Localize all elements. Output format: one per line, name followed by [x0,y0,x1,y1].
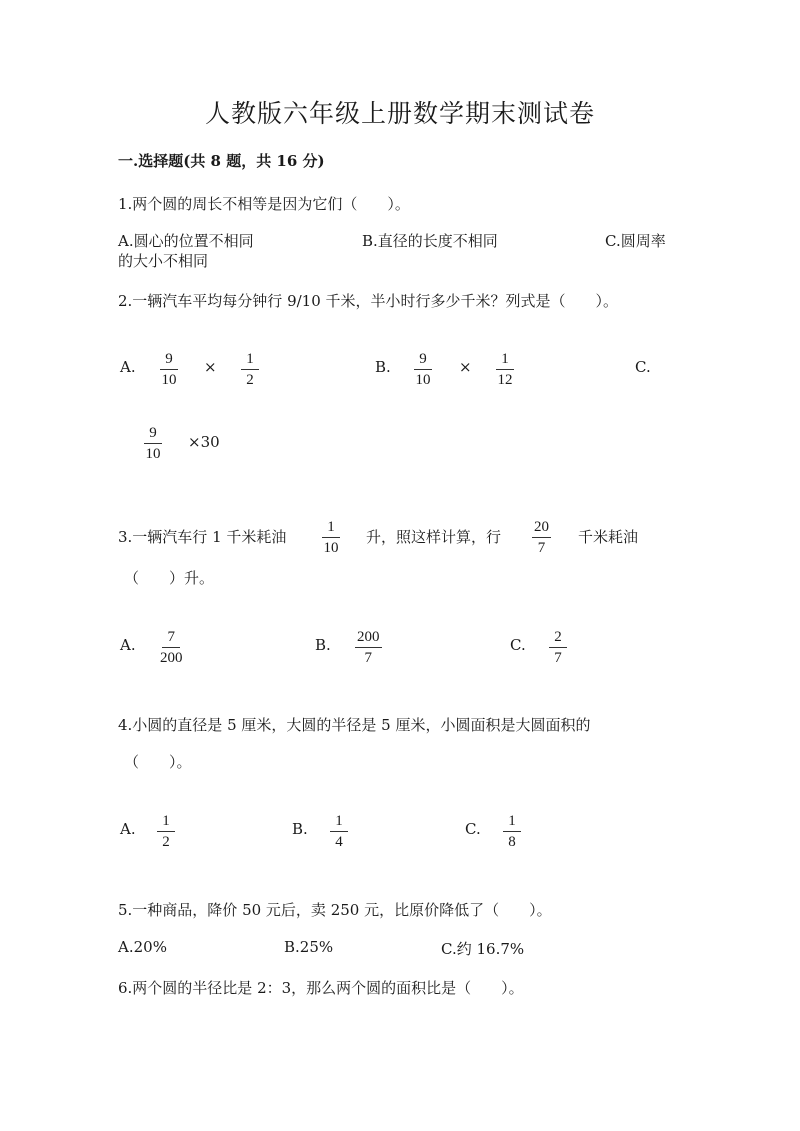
question-4-option-b-fraction [330,813,348,851]
question-1-stem: 1.两个圆的周长不相等是因为它们（ ）。 [118,195,410,213]
question-3-stem-part-2: 升，照这样计算，行 [366,528,502,546]
section-heading: 一.选择题(共 8 题，共 16 分) [118,152,325,170]
question-3-option-b-fraction [355,629,382,667]
question-3-option-b-label: B. [315,636,331,654]
numerator: 1 [322,519,340,538]
denominator: 4 [335,834,343,850]
numerator: 9 [160,351,178,370]
question-4-stem-continued: （ ）。 [124,753,192,771]
question-1-option-b: B.直径的长度不相同 [362,232,498,250]
denominator: 10 [415,372,431,388]
question-2-option-b-fraction-1 [414,351,432,389]
denominator: 2 [162,834,170,850]
question-3-stem-part-1: 3.一辆汽车行 1 千米耗油 [118,528,287,546]
denominator: 200 [160,650,183,666]
numerator: 1 [241,351,259,370]
question-4-option-a-label: A. [120,820,136,838]
question-1-option-c-continued: 的大小不相同 [118,252,209,270]
question-2-option-b-operator: × [459,358,472,376]
question-2-stem: 2.一辆汽车平均每分钟行 9/10 千米，半小时行多少千米？列式是（ ）。 [118,292,619,310]
denominator: 7 [537,540,546,556]
question-4-option-a-fraction [157,813,175,851]
question-2-option-b-label: B. [375,358,391,376]
question-2-option-c-fraction [144,425,162,463]
denominator: 10 [145,446,161,462]
numerator: 2 [549,629,567,648]
question-5-option-b: B.25% [284,938,334,956]
numerator: 1 [330,813,348,832]
question-3-option-a-fraction [160,629,183,667]
question-3-stem-part-3: 千米耗油 [578,528,639,546]
numerator: 1 [157,813,175,832]
question-3-option-c-label: C. [510,636,526,654]
question-2-option-c-tail: ×30 [188,433,220,451]
denominator: 8 [508,834,516,850]
question-4-option-c-label: C. [465,820,481,838]
question-3-fraction-distance [532,519,551,557]
numerator: 7 [162,629,180,648]
question-2-option-b-fraction-2 [496,351,514,389]
numerator: 20 [532,519,551,538]
question-5-option-c: C.约 16.7% [441,940,525,958]
numerator: 9 [414,351,432,370]
page-title: 人教版六年级上册数学期末测试卷 [204,99,595,128]
question-2-option-a-fraction-2 [241,351,259,389]
numerator: 1 [496,351,514,370]
question-1-option-a: A.圆心的位置不相同 [118,232,254,250]
question-2-option-a-label: A. [120,358,136,376]
question-6-stem: 6.两个圆的半径比是 2：3，那么两个圆的面积比是（ ）。 [118,979,524,997]
denominator: 10 [161,372,177,388]
numerator: 1 [503,813,521,832]
question-1-option-c: C.圆周率 [605,232,666,250]
question-3-option-c-fraction [549,629,567,667]
numerator: 9 [144,425,162,444]
question-5-stem: 5.一种商品，降价 50 元后，卖 250 元，比原价降低了（ ）。 [118,901,552,919]
question-2-option-a-operator: × [204,358,217,376]
question-4-option-c-fraction [503,813,521,851]
question-4-stem: 4.小圆的直径是 5 厘米，大圆的半径是 5 厘米，小圆面积是大圆面积的 [118,716,591,734]
denominator: 7 [364,650,372,666]
question-2-option-c-label: C. [635,358,651,376]
question-3-fraction-fuel [322,519,340,557]
denominator: 2 [246,372,254,388]
denominator: 7 [554,650,562,666]
numerator: 200 [355,629,382,648]
denominator: 12 [497,372,513,388]
question-3-option-a-label: A. [120,636,136,654]
denominator: 10 [323,540,339,556]
question-4-option-b-label: B. [292,820,308,838]
question-5-option-a: A.20% [118,938,167,956]
question-2-option-a-fraction-1 [160,351,178,389]
question-3-stem-part-4: （ ）升。 [124,569,215,587]
